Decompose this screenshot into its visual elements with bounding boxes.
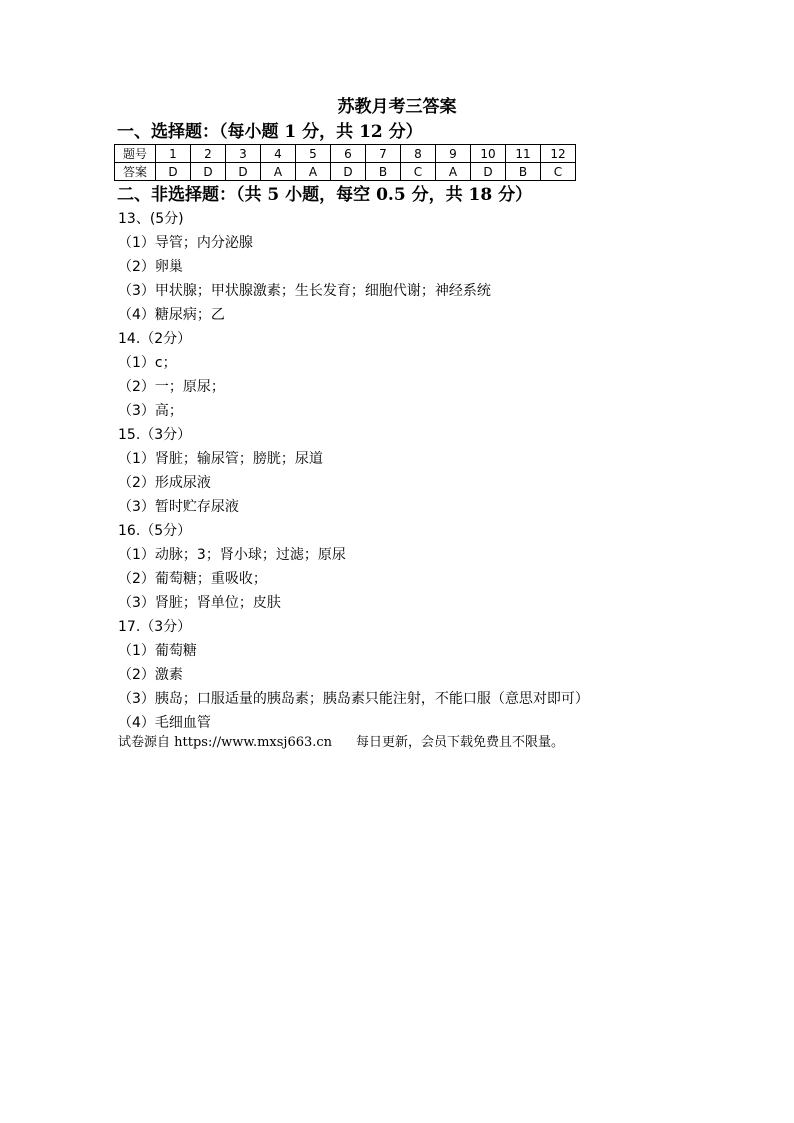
answer-line: （4）毛细血管 (118, 715, 211, 731)
section-heading-choice: 一、选择题：（每小题 1 分，共 12 分） (117, 122, 423, 142)
question-header: 13、(5分) (118, 211, 184, 227)
answer-cell: B (366, 163, 401, 181)
question-number: 6 (331, 145, 366, 163)
question-number: 4 (261, 145, 296, 163)
answer-line: （2）激素 (118, 667, 183, 683)
question-header: 17.（3分） (118, 619, 192, 635)
question-header: 15.（3分） (118, 427, 192, 443)
answer-line: （1）肾脏；输尿管；膀胱；尿道 (118, 451, 323, 467)
answer-line: （2）葡萄糖；重吸收； (118, 571, 267, 587)
answer-line: （3）甲状腺；甲状腺激素；生长发育；细胞代谢；神经系统 (118, 283, 491, 299)
answer-line: （3）胰岛；口服适量的胰岛素；胰岛素只能注射，不能口服（意思对即可） (118, 691, 589, 707)
table-row-answers (115, 163, 576, 181)
answer-cell: D (156, 163, 191, 181)
question-header: 14.（2分） (118, 331, 192, 347)
source-footer (118, 734, 564, 752)
question-number: 5 (296, 145, 331, 163)
source-url: https://www.mxsj663.cn (174, 735, 333, 750)
row-label-answer: 答案 (115, 163, 156, 181)
table-row-numbers (115, 145, 576, 163)
answer-cell: C (401, 163, 436, 181)
question-number: 8 (401, 145, 436, 163)
answer-lines (118, 207, 589, 735)
source-label: 试卷源自 (118, 735, 171, 750)
answer-cell: A (436, 163, 471, 181)
answer-cell: D (191, 163, 226, 181)
answer-cell: B (506, 163, 541, 181)
question-number: 11 (506, 145, 541, 163)
question-header: 16.（5分） (118, 523, 192, 539)
question-number: 1 (156, 145, 191, 163)
answer-line: （3）高； (118, 403, 183, 419)
answer-cell: C (541, 163, 576, 181)
question-number: 12 (541, 145, 576, 163)
answer-line: （2）一；原尿； (118, 379, 225, 395)
answer-cell: D (471, 163, 506, 181)
answer-cell: A (261, 163, 296, 181)
section-heading-nonchoice: 二、非选择题：（共 5 小题，每空 0.5 分，共 18 分） (117, 185, 533, 205)
answer-cell: A (296, 163, 331, 181)
answer-line: （3）暂时贮存尿液 (118, 499, 239, 515)
row-label-number: 题号 (115, 145, 156, 163)
answer-line: （4）糖尿病；乙 (118, 307, 225, 323)
question-number: 10 (471, 145, 506, 163)
answer-line: （1）动脉；3；肾小球；过滤；原尿 (118, 547, 346, 563)
question-number: 7 (366, 145, 401, 163)
answer-cell: D (331, 163, 366, 181)
question-number: 9 (436, 145, 471, 163)
answer-cell: D (226, 163, 261, 181)
answer-line: （1）葡萄糖 (118, 643, 197, 659)
answer-line: （1）c； (118, 355, 177, 371)
answer-line: （2）卵巢 (118, 259, 183, 275)
source-note: 每日更新，会员下载免费且不限量。 (356, 735, 565, 750)
question-number: 3 (226, 145, 261, 163)
answer-line: （3）肾脏；肾单位；皮肤 (118, 595, 281, 611)
page-title: 苏教月考三答案 (337, 97, 457, 117)
answer-line: （1）导管；内分泌腺 (118, 235, 253, 251)
answer-table (114, 144, 576, 181)
question-number: 2 (191, 145, 226, 163)
answer-line: （2）形成尿液 (118, 475, 211, 491)
